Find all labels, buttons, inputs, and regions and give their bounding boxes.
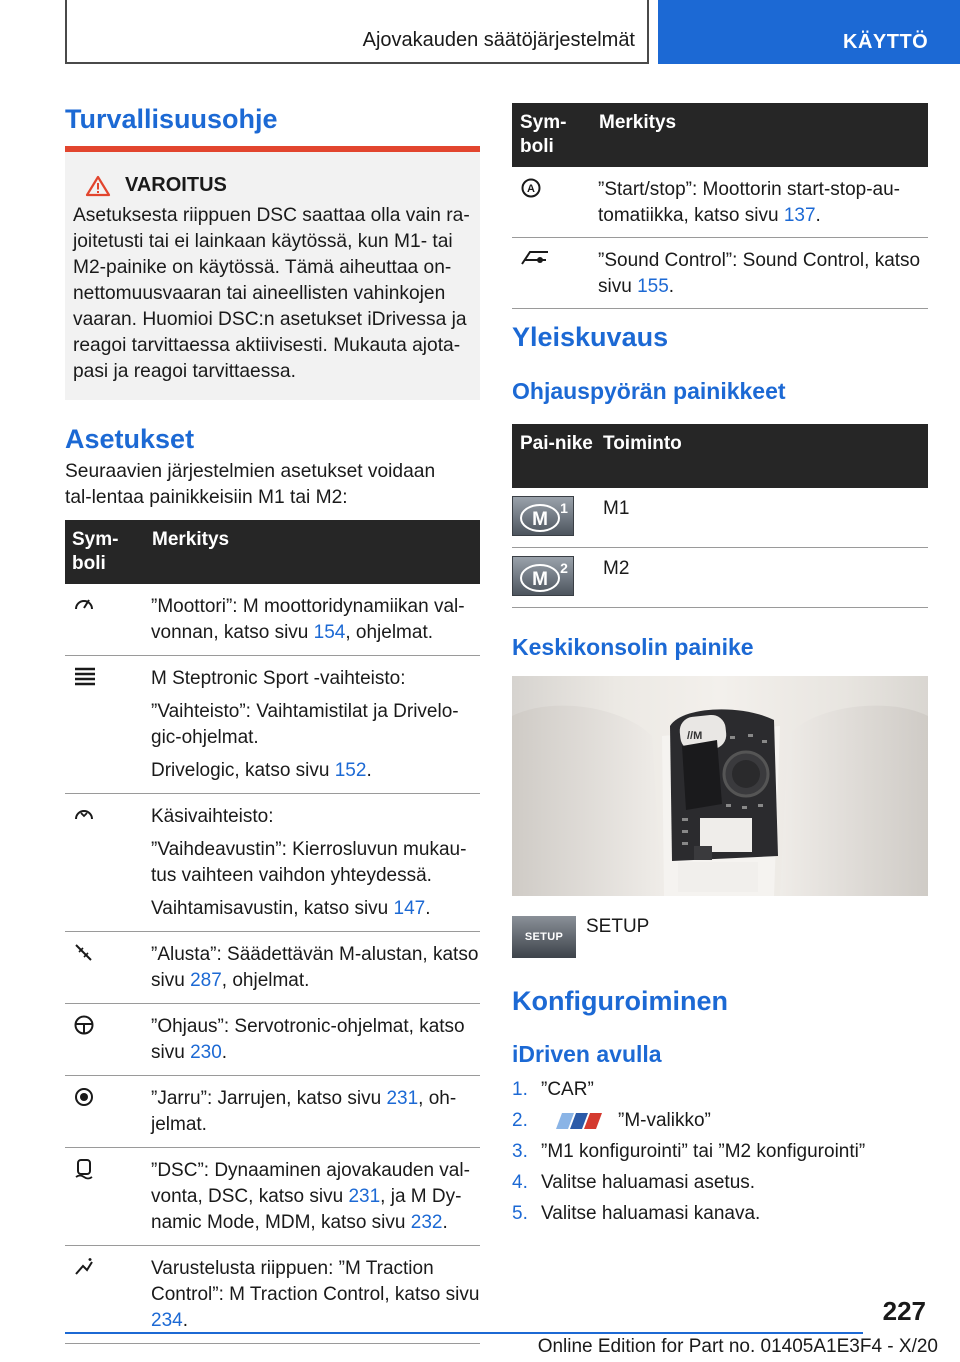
settings-section: [65, 424, 480, 511]
svg-text:A: A: [527, 183, 535, 195]
chapter-tab[interactable]: [658, 0, 960, 64]
meaning-cell: ”Start/stop”: Moottorin start-stop-au-tomatiikka, katso sivu 137.: [598, 179, 900, 226]
col-button-header: Pai-nike: [520, 433, 593, 454]
settings-table-header: [65, 520, 480, 584]
page-link[interactable]: 231: [348, 1186, 381, 1207]
configure-subtitle: iDriven avulla: [512, 1041, 662, 1067]
console-button-title: Keskikonsolin painike: [512, 634, 754, 660]
meaning-cell: ”Jarru”: Jarrujen, katso sivu 231, oh-jelmat.: [151, 1088, 457, 1135]
table-row: [65, 1148, 480, 1246]
warning-header: [73, 174, 470, 197]
section-title: Ajovakauden säätöjärjestelmät: [362, 29, 635, 51]
page-link[interactable]: 231: [386, 1088, 419, 1109]
settings-table-continued: [512, 103, 928, 309]
svg-text:M: M: [532, 509, 548, 530]
table-row: [65, 1076, 480, 1148]
meaning-cell: Varustelusta riippuen: ”M Traction Control”: M Traction Control, katso sivu 234.: [151, 1258, 480, 1331]
page-link[interactable]: 287: [190, 970, 222, 991]
list-item: 4. Valitse haluamasi asetus.: [512, 1172, 756, 1193]
settings-table: [65, 520, 480, 1344]
warning-triangle-icon: [85, 175, 111, 197]
page-link[interactable]: 152: [334, 760, 367, 781]
table-row: [65, 932, 480, 1004]
configure-steps: [512, 1077, 928, 1232]
page-link[interactable]: 155: [637, 276, 669, 297]
start-stop-icon: [520, 177, 542, 207]
meaning-cell: ”Alusta”: Säädettävän M-alustan, katso sivu 287, ohjelmat.: [151, 944, 479, 991]
page-link[interactable]: 230: [190, 1042, 222, 1063]
table-row: [65, 656, 480, 794]
svg-text://M: //M: [687, 730, 703, 742]
steering-buttons-table: [512, 424, 928, 608]
warning-label: VAROITUS: [125, 174, 227, 196]
col-symbol-header-2: Sym-boli: [520, 112, 567, 157]
list-item: 3. ”M1 konfigurointi” tai ”M2 konfigurointi”: [512, 1141, 866, 1162]
svg-text:M: M: [532, 569, 548, 590]
warning-text: Asetuksesta riippuen DSC saattaa olla vain ra-joitetusti tai ei lainkaan käytössä, kun M1- tai M2-painike on käytössä. Tämä aiheuttaa on-nettomuusvaaran tai aineellisten vahinkojen vaaran. Huomioi DSC:n asetukset iDrivessa ja reagoi tarvittaessa aktiivisesti. Mukauta ajota-pasi ja reagoi tarvittaessa.: [73, 205, 470, 382]
edition-text: Online Edition for Part no. 01405A1E3F4 - X/20: [537, 1336, 938, 1357]
center-console-photo: [512, 676, 928, 896]
setup-label: SETUP: [586, 916, 650, 937]
settings-table-header-2: [512, 103, 928, 167]
page-link[interactable]: 147: [393, 898, 426, 919]
footer-divider: [65, 1332, 863, 1334]
overview-title: Yleiskuvaus: [512, 322, 669, 352]
meaning-cell: Käsivaihteisto: ”Vaihdeavustin”: Kierrosluvun mukau-tus vaihteen vaihdon yhteydessä. Vaihtamisavustin, katso sivu 147.: [151, 806, 467, 919]
steering-table-header: [512, 424, 928, 488]
engine-icon: [73, 594, 95, 622]
page-link[interactable]: 137: [783, 205, 816, 226]
page-link[interactable]: 154: [313, 622, 346, 643]
table-row: [65, 1246, 480, 1344]
svg-text:1: 1: [560, 500, 568, 516]
m1-label: M1: [603, 498, 630, 519]
m1-button-icon: [512, 496, 574, 536]
brake-icon: [73, 1086, 95, 1116]
meaning-cell: M Steptronic Sport -vaihteisto: ”Vaihteisto”: Vaihtamistilat ja Drivelo-gic-ohjelmat. Drivelogic, katso sivu 152.: [151, 668, 459, 781]
col-symbol-header: Sym-boli: [72, 529, 119, 574]
table-row: [65, 1004, 480, 1076]
settings-title: Asetukset: [65, 424, 195, 454]
safety-title: Turvallisuusohje: [65, 104, 278, 134]
transmission-icon: [73, 666, 97, 694]
list-item: 5. Valitse haluamasi kanava.: [512, 1203, 761, 1224]
table-row: [512, 548, 928, 608]
meaning-cell: ”Sound Control”: Sound Control, katso sivu 155.: [598, 250, 921, 297]
meaning-cell: ”Ohjaus”: Servotronic-ohjelmat, katso sivu 230.: [151, 1016, 465, 1063]
table-row: [512, 167, 928, 238]
table-row: [512, 488, 928, 548]
suspension-icon: [73, 942, 95, 970]
setup-row: [512, 916, 649, 958]
m2-button-icon: [512, 556, 574, 596]
list-item: 1. ”CAR”: [512, 1079, 594, 1100]
page-link[interactable]: 234: [151, 1310, 183, 1331]
table-row: [65, 794, 480, 932]
steering-wheel-icon: [73, 1014, 95, 1044]
warning-box: [65, 146, 480, 400]
page-link[interactable]: 232: [410, 1212, 443, 1233]
settings-intro: Seuraavien järjestelmien asetukset voidaan tal-lentaa painikkeisiin M1 tai M2:: [65, 461, 436, 508]
col-function-header: Toiminto: [603, 433, 682, 454]
meaning-cell: ”Moottori”: M moottoridynamiikan val-vonnan, katso sivu 154, ohjelmat.: [151, 596, 465, 643]
configure-title: Konfiguroiminen: [512, 986, 728, 1016]
steering-buttons-title: Ohjauspyörän painikkeet: [512, 378, 786, 404]
page-number: 227: [882, 1296, 926, 1326]
shift-assist-icon: [73, 804, 95, 832]
header-section-box: [65, 0, 649, 64]
list-item: 2. ”M-valikko”: [512, 1110, 711, 1131]
col-meaning-header: Merkitys: [152, 529, 230, 550]
traction-control-icon: [73, 1256, 95, 1286]
meaning-cell: ”DSC”: Dynaaminen ajovakauden val-vonta, DSC, katso sivu 231, ja M Dy-namic Mode, MDM, katso sivu 232.: [151, 1160, 470, 1233]
col-meaning-header-2: Merkitys: [599, 112, 677, 133]
chapter-tab-label: KÄYTTÖ: [843, 31, 929, 53]
svg-text:2: 2: [560, 560, 568, 576]
table-row: [65, 584, 480, 656]
table-row: [512, 238, 928, 309]
setup-button-icon: SETUP: [512, 916, 576, 958]
m2-label: M2: [603, 558, 630, 579]
sound-control-icon: [520, 248, 550, 276]
m-menu-stripes-icon: [550, 1111, 604, 1131]
dsc-icon: [73, 1158, 95, 1188]
center-console-illustration: [512, 676, 928, 896]
